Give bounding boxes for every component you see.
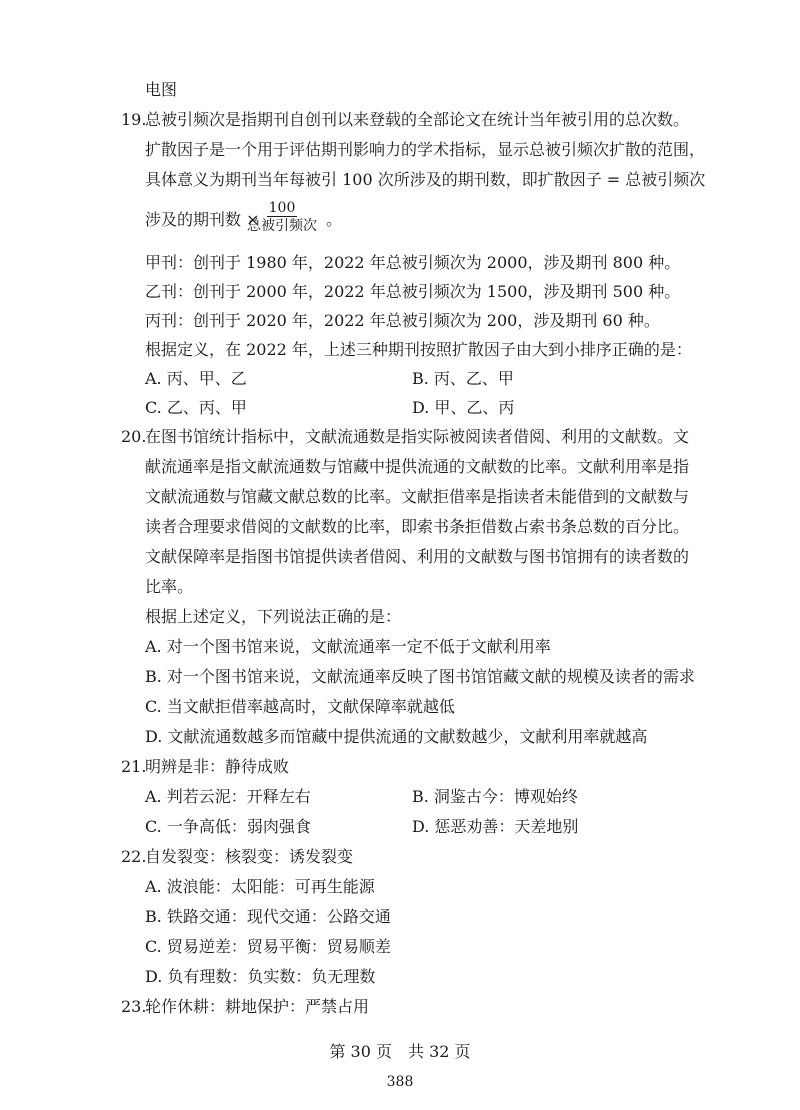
q19-line-1: 总被引频次是指期刊自创刊以来登载的全部论文在统计当年被引用的总次数。: [145, 110, 690, 129]
q22-option-c: C. 贸易逆差：贸易平衡：贸易顺差: [145, 937, 391, 956]
q21-option-c: C. 一争高低：弱肉强食: [145, 817, 311, 836]
q19-formula-prefix: 涉及的期刊数 ×: [145, 210, 260, 229]
page-counter: 第 30 页 共 32 页: [329, 1042, 471, 1061]
q22-option-b: B. 铁路交通：现代交通：公路交通: [145, 907, 391, 926]
q22-option-a: A. 波浪能：太阳能：可再生能源: [145, 877, 375, 896]
q20-line-6: 比率。: [145, 577, 194, 596]
q19-option-d: D. 甲、乙、丙: [412, 398, 515, 417]
q20-line-4: 读者合理要求借阅的文献数的比率，即索书条拒借数占索书条总数的百分比。: [145, 517, 690, 536]
q21-option-b: B. 洞鉴古今：博观始终: [412, 787, 578, 806]
q20-line-1: 在图书馆统计指标中，文献流通数是指实际被阅读者借阅、利用的文献数。文: [145, 427, 690, 446]
q20-line-3: 文献流通数与馆藏文献总数的比率。文献拒借率是指读者未能借到的文献数与: [145, 487, 690, 506]
q21-number: 21.: [121, 757, 147, 776]
q20-question: 根据上述定义，下列说法正确的是：: [145, 607, 402, 626]
lead-text: 电图: [145, 80, 178, 99]
q19-line-3: 具体意义为期刊当年每被引 100 次所涉及的期刊数，即扩散因子 = 总被引频次: [145, 170, 706, 189]
q22-stem: 自发裂变：核裂变：诱发裂变: [145, 847, 354, 866]
q20-option-d: D. 文献流通数越多而馆藏中提供流通的文献数越少，文献利用率就越高: [145, 727, 648, 746]
q19-line-2: 扩散因子是一个用于评估期刊影响力的学术指标，显示总被引频次扩散的范围，: [145, 140, 706, 159]
q19-fraction-denominator: 总被引频次: [247, 218, 317, 234]
q19-fraction-numerator: 100: [268, 200, 296, 216]
q19-option-b: B. 丙、乙、甲: [412, 369, 514, 388]
q22-option-d: D. 负有理数：负实数：负无理数: [145, 967, 376, 986]
q21-option-d: D. 惩恶劝善：天差地别: [412, 817, 579, 836]
q19-data-3: 丙刊：创刊于 2020 年，2022 年总被引频次为 200，涉及期刊 60 种。: [145, 311, 660, 330]
q19-option-a: A. 丙、甲、乙: [145, 369, 247, 388]
q19-formula-end: 。: [326, 210, 343, 229]
q19-data-1: 甲刊：创刊于 1980 年，2022 年总被引频次为 2000，涉及期刊 800 种。: [145, 253, 681, 272]
q20-line-5: 文献保障率是指图书馆提供读者借阅、利用的文献数与图书馆拥有的读者数的: [145, 547, 690, 566]
q19-option-c: C. 乙、丙、甲: [145, 398, 247, 417]
q20-line-2: 献流通率是指文献流通数与馆藏中提供流通的文献数的比率。文献利用率是指: [145, 457, 690, 476]
q19-data-2: 乙刊：创刊于 2000 年，2022 年总被引频次为 1500，涉及期刊 500 种。: [145, 282, 681, 301]
page-number: 388: [386, 1074, 414, 1090]
q23-stem: 轮作休耕：耕地保护：严禁占用: [145, 997, 370, 1016]
q21-stem: 明辨是非：静待成败: [145, 757, 290, 776]
q19-number: 19.: [121, 110, 147, 129]
q23-number: 23.: [121, 997, 147, 1016]
q22-number: 22.: [121, 847, 147, 866]
q21-option-a: A. 判若云泥：开释左右: [145, 787, 311, 806]
q20-option-a: A. 对一个图书馆来说，文献流通率一定不低于文献利用率: [145, 637, 551, 656]
q19-question: 根据定义，在 2022 年，上述三种期刊按照扩散因子由大到小排序正确的是：: [145, 340, 692, 359]
q20-option-b: B. 对一个图书馆来说，文献流通率反映了图书馆馆藏文献的规模及读者的需求: [145, 667, 695, 686]
q20-option-c: C. 当文献拒借率越高时，文献保障率就越低: [145, 697, 455, 716]
q19-fraction: [245, 200, 319, 235]
q20-number: 20.: [121, 427, 147, 446]
